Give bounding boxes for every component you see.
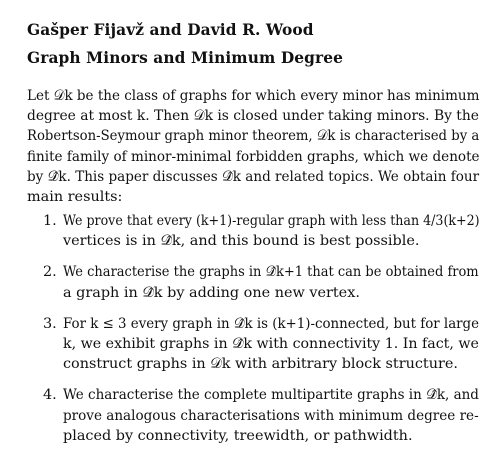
result-item [43,385,479,446]
result-number: 2. [43,264,57,281]
result-line: a graph in 𝒟̂k by adding one new vertex. [63,284,360,301]
result-item [43,262,479,302]
result-line: vertices is in 𝒟̂k, and this bound is best possible. [63,233,420,250]
abstract-line: main results: [27,189,123,206]
result-item [43,211,479,251]
result-item [43,314,479,375]
result-number: 3. [43,315,57,332]
abstract-paragraph [27,86,479,207]
results-list [43,211,479,457]
abstract-line: degree at most k. Then 𝒟k is closed under taking minors. By the [27,108,479,125]
abstract-line: by 𝒟̂k. This paper discusses 𝒟̂k and related topics. We obtain four [27,168,480,185]
paper-title: Graph Minors and Minimum Degree [27,49,344,67]
result-line: We characterise the complete multipartite graphs in 𝒟̂k, and [63,387,479,404]
result-line: placed by connectivity, treewidth, or pathwidth. [63,427,413,444]
result-line: construct graphs in 𝒟k with arbitrary block structure. [63,356,458,373]
result-line: We prove that every (k+1)-regular graph with less than 4/3(k+2) [63,213,480,229]
result-line: k, we exhibit graphs in 𝒟̂k with connectivity 1. In fact, we [63,336,479,353]
result-number: 1. [43,213,57,229]
abstract-line: Robertson-Seymour graph minor theorem, 𝒟k is characterised by a [27,128,480,145]
paper-authors: Gašper Fijavž and David R. Wood [27,21,314,39]
abstract-line: finite family of minor-minimal forbidden graphs, which we denote [27,148,480,165]
abstract-line: Let 𝒟k be the class of graphs for which every minor has minimum [27,88,480,104]
result-line: prove analogous characterisations with minimum degree re- [63,407,479,424]
result-line: For k ≤ 3 every graph in 𝒟̂k is (k+1)-connected, but for large [63,315,480,332]
result-line: We characterise the graphs in 𝒟̂k+1 that can be obtained from [63,264,479,281]
result-number: 4. [43,387,57,404]
